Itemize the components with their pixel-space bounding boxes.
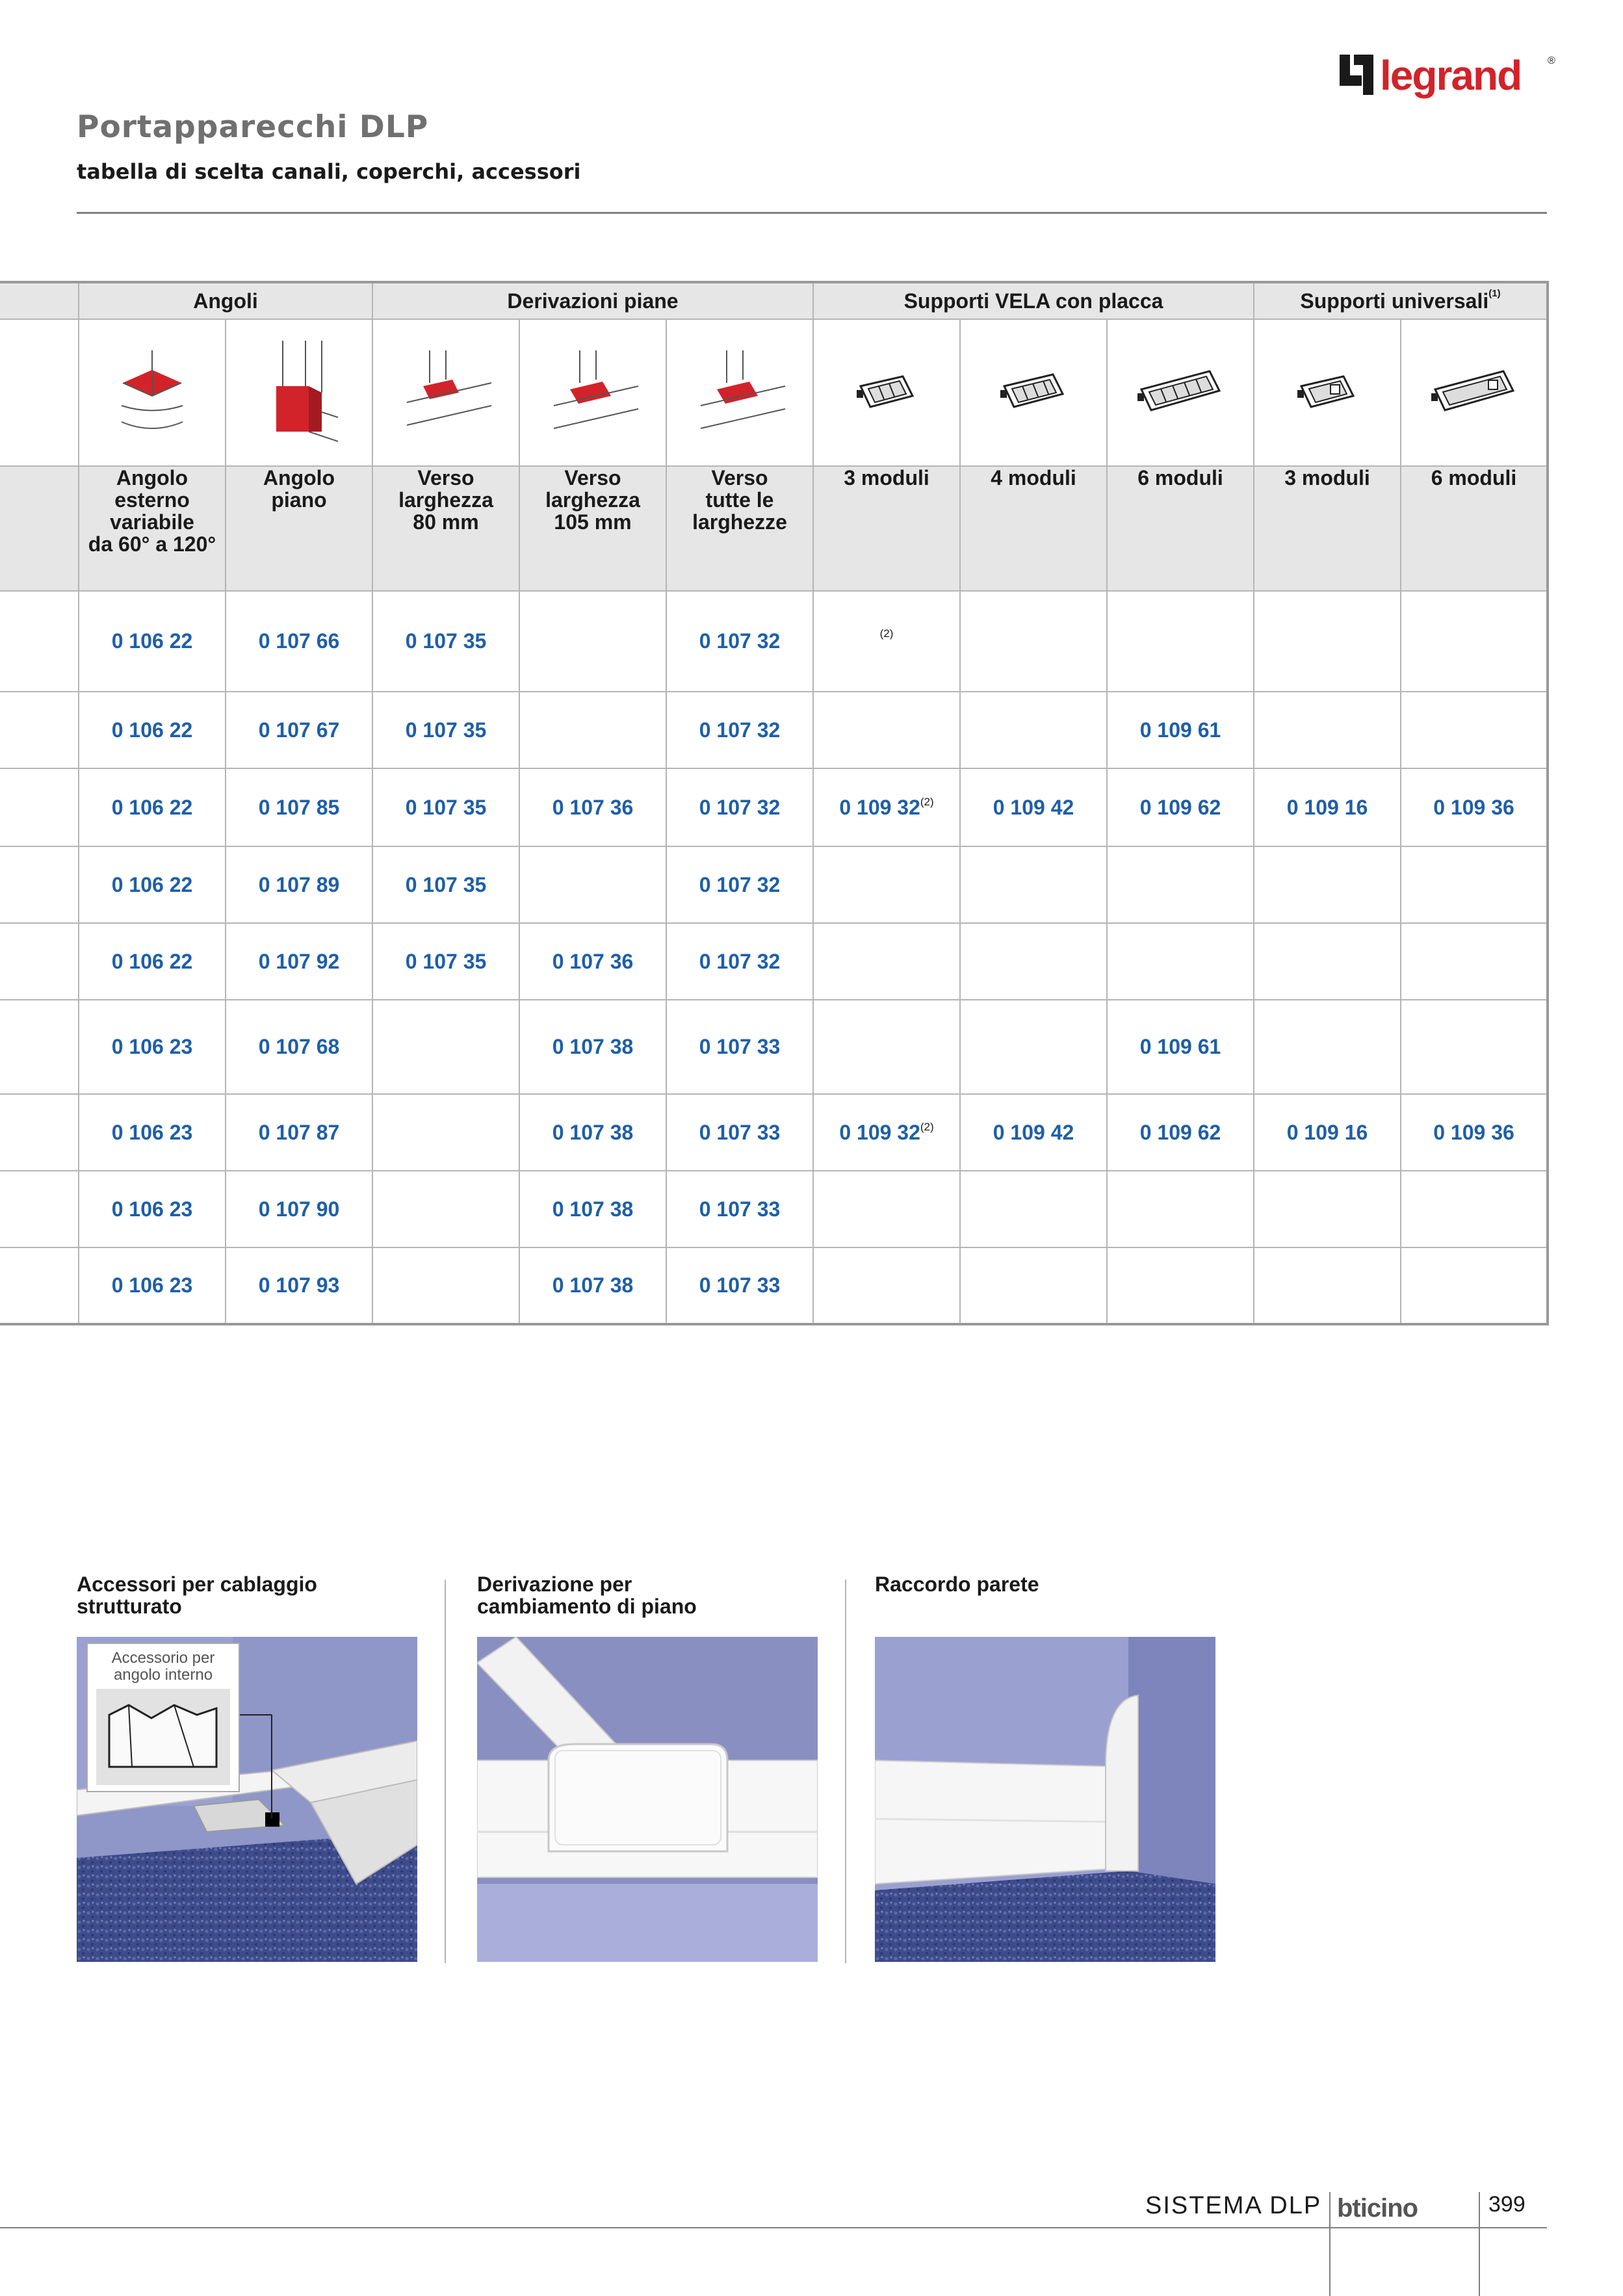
- product-code-cell: 0 107 32: [666, 768, 813, 846]
- group-header-angoli: Angoli: [79, 282, 372, 319]
- section-title-derivazione: Derivazione per cambiamento di piano: [477, 1572, 697, 1618]
- row-label-cell: [0, 1000, 79, 1094]
- image-cell: [1107, 319, 1254, 466]
- column-header: Verso larghezza 105 mm: [519, 466, 666, 591]
- flat-tee-80-icon: [394, 344, 498, 441]
- product-code-cell: [813, 591, 960, 692]
- column-header: 3 moduli: [1254, 466, 1401, 591]
- footer-divider: [1479, 2192, 1480, 2296]
- flat-tee-all-icon: [688, 344, 792, 441]
- product-code-cell: [813, 1171, 960, 1247]
- product-code-cell: [960, 923, 1107, 1000]
- vela-support-3-icon: [854, 367, 919, 419]
- product-code-cell: 0 107 87: [226, 1094, 372, 1171]
- product-code-cell: [1401, 1247, 1548, 1324]
- product-code-cell: 0 106 23: [79, 1171, 226, 1247]
- product-code-cell: 0 107 35: [372, 692, 519, 768]
- footnote-ref: (2): [920, 1120, 934, 1133]
- product-code-cell: 0 107 33: [666, 1171, 813, 1247]
- column-header: Angolo piano: [226, 466, 372, 591]
- product-code-cell: 0 107 36: [519, 768, 666, 846]
- product-code-cell: [1254, 1000, 1401, 1094]
- product-code-cell: 0 107 90: [226, 1171, 372, 1247]
- product-code-cell: 0 106 22: [79, 923, 226, 1000]
- product-code-cell: [960, 846, 1107, 923]
- table-row: [0, 1247, 1548, 1324]
- row-label-cell: [0, 923, 79, 1000]
- legrand-logo: [1336, 46, 1560, 107]
- product-code-cell: [1401, 1171, 1548, 1247]
- product-code-cell: [1254, 846, 1401, 923]
- product-code-cell: 0 109 42: [960, 1094, 1107, 1171]
- image-cell-blank: [0, 319, 79, 466]
- product-code-cell: 0 107 33: [666, 1000, 813, 1094]
- product-code-cell: 0 107 32: [666, 692, 813, 768]
- product-code-cell: 0 107 68: [226, 1000, 372, 1094]
- product-code-cell: 0 106 22: [79, 591, 226, 692]
- row-label-cell: [0, 1247, 79, 1324]
- product-code-cell: 0 109 16: [1254, 768, 1401, 846]
- title-divider: [77, 212, 1547, 214]
- variable-external-angle-icon: [116, 344, 188, 441]
- product-code-cell: [1254, 591, 1401, 692]
- section-divider: [445, 1580, 446, 1963]
- product-code-cell: [372, 1171, 519, 1247]
- table-row: [0, 768, 1548, 846]
- group-header-derivazioni: Derivazioni piane: [372, 282, 813, 319]
- column-header: 6 moduli: [1401, 466, 1548, 591]
- product-code-cell: [1401, 923, 1548, 1000]
- page-title: Portapparecchi DLP: [77, 109, 429, 145]
- product-code-cell: [960, 692, 1107, 768]
- product-code-cell: 0 109 61: [1107, 1000, 1254, 1094]
- product-code-cell: 0 109 36: [1401, 1094, 1548, 1171]
- photo-accessori-cablaggio: [77, 1637, 417, 1962]
- section-title-accessori: Accessori per cablaggio strutturato: [77, 1572, 317, 1618]
- group-header-supporti-universali: Supporti universali$^{(1)}$: [1254, 282, 1548, 319]
- page-number: 399: [1488, 2192, 1526, 2217]
- product-code-cell: 0 107 93: [226, 1247, 372, 1324]
- product-code-cell: 0 106 23: [79, 1000, 226, 1094]
- image-cell: [666, 319, 813, 466]
- column-header: Verso larghezza 80 mm: [372, 466, 519, 591]
- footer-divider: [1329, 2192, 1331, 2296]
- product-code-cell: 0 107 33: [666, 1247, 813, 1324]
- product-code-cell: 0 107 35: [372, 923, 519, 1000]
- product-code-cell: 0 106 22: [79, 692, 226, 768]
- product-code-cell: 0 107 38: [519, 1171, 666, 1247]
- column-header: Verso tutte le larghezze: [666, 466, 813, 591]
- section-divider: [845, 1580, 846, 1963]
- column-header: 6 moduli: [1107, 466, 1254, 591]
- column-header-blank: [0, 466, 79, 591]
- row-label-cell: [0, 591, 79, 692]
- product-code-cell: [1254, 1171, 1401, 1247]
- product-code-cell: 0 109 42: [960, 768, 1107, 846]
- row-label-cell: [0, 1094, 79, 1171]
- svg-text:bticino: bticino: [1337, 2194, 1418, 2222]
- product-code-cell: 0 107 38: [519, 1000, 666, 1094]
- table-row: [0, 846, 1548, 923]
- product-code-cell: [960, 1171, 1107, 1247]
- product-code-cell: 0 107 35: [372, 591, 519, 692]
- photo-derivazione-piano: [477, 1637, 818, 1962]
- page-subtitle: tabella di scelta canali, coperchi, accessori: [77, 159, 581, 184]
- product-code-cell: 0 107 92: [226, 923, 372, 1000]
- product-code-cell: 0 106 22: [79, 846, 226, 923]
- product-code-cell: 0 107 36: [519, 923, 666, 1000]
- product-code-cell: 0 109 61: [1107, 692, 1254, 768]
- product-code-cell: 0 109 36: [1401, 768, 1548, 846]
- inset-caption: angolo interno: [113, 1666, 213, 1684]
- product-code-cell: [1401, 692, 1548, 768]
- product-code-cell: 0 107 32: [666, 846, 813, 923]
- image-cell: [813, 319, 960, 466]
- footnote-ref: (2): [879, 627, 894, 640]
- row-label-cell: [0, 846, 79, 923]
- product-code-cell: 0 107 38: [519, 1247, 666, 1324]
- product-code-cell: 0 107 35: [372, 768, 519, 846]
- product-code-cell: [372, 1247, 519, 1324]
- product-code-cell: [1401, 846, 1548, 923]
- column-header: 4 moduli: [960, 466, 1107, 591]
- vela-support-6-icon: [1135, 363, 1226, 422]
- footer-rule: [0, 2227, 1547, 2228]
- product-code-cell: 0 109 16: [1254, 1094, 1401, 1171]
- product-code-cell: [813, 846, 960, 923]
- photo-raccordo-parete: [875, 1637, 1215, 1962]
- footer-system-name: SISTEMA DLP: [1145, 2192, 1322, 2219]
- product-code-cell: [1401, 591, 1548, 692]
- product-code-cell: 0 107 85: [226, 768, 372, 846]
- image-cell: [960, 319, 1107, 466]
- product-code-cell: [813, 923, 960, 1000]
- table-row: [0, 692, 1548, 768]
- universal-support-6-icon: [1429, 363, 1520, 422]
- image-cell: [79, 319, 226, 466]
- row-label-cell: [0, 768, 79, 846]
- vela-support-4-icon: [998, 367, 1069, 419]
- row-label-cell: [0, 1171, 79, 1247]
- product-code-cell: 0 107 38: [519, 1094, 666, 1171]
- product-code-cell: [372, 1094, 519, 1171]
- product-code-cell: [372, 1000, 519, 1094]
- product-code-cell: [1254, 692, 1401, 768]
- product-code-cell: [960, 1000, 1107, 1094]
- image-cell: [1254, 319, 1401, 466]
- product-code-cell: [813, 1000, 960, 1094]
- table-row: [0, 1000, 1548, 1094]
- product-code-cell: [1107, 1171, 1254, 1247]
- table-row: [0, 1171, 1548, 1247]
- product-code-cell: 0 107 67: [226, 692, 372, 768]
- product-code-cell: [813, 1247, 960, 1324]
- product-code-cell: [519, 591, 666, 692]
- footnote-ref: (2): [920, 795, 934, 808]
- product-code-cell: [1254, 1247, 1401, 1324]
- product-code-cell: [519, 692, 666, 768]
- product-code-cell: 0 106 22: [79, 768, 226, 846]
- product-code-cell: 0 107 89: [226, 846, 372, 923]
- product-code-cell: 0 109 62: [1107, 768, 1254, 846]
- product-code-cell: 0 109 32$^{(2)}$: [813, 1094, 960, 1171]
- row-label-cell: [0, 692, 79, 768]
- svg-text:®: ®: [1548, 55, 1555, 66]
- bticino-logo: [1336, 2192, 1466, 2222]
- flat-angle-icon: [257, 334, 341, 451]
- product-code-cell: 0 109 62: [1107, 1094, 1254, 1171]
- product-code-cell: [1107, 846, 1254, 923]
- image-cell: [226, 319, 372, 466]
- product-code-cell: [813, 692, 960, 768]
- image-cell: [1401, 319, 1548, 466]
- table-row: [0, 591, 1548, 692]
- product-code-cell: [1107, 1247, 1254, 1324]
- product-code-cell: 0 109 32$^{(2)}$: [813, 768, 960, 846]
- universal-support-3-icon: [1295, 367, 1360, 419]
- group-header-supporti-vela: Supporti VELA con placca: [813, 282, 1254, 319]
- product-code-cell: 0 107 33: [666, 1094, 813, 1171]
- product-code-cell: [960, 591, 1107, 692]
- product-code-cell: [1254, 923, 1401, 1000]
- product-code-cell: [960, 1247, 1107, 1324]
- svg-text:legrand: legrand: [1380, 52, 1522, 99]
- inset-caption: Accessorio per: [111, 1649, 215, 1667]
- column-header: 3 moduli: [813, 466, 960, 591]
- table-row: [0, 923, 1548, 1000]
- product-code-cell: 0 107 32: [666, 591, 813, 692]
- product-code-cell: 0 107 35: [372, 846, 519, 923]
- group-header-blank: [0, 282, 79, 319]
- image-cell: [372, 319, 519, 466]
- product-code-cell: [1107, 923, 1254, 1000]
- table-row: [0, 1094, 1548, 1171]
- product-code-cell: 0 106 23: [79, 1094, 226, 1171]
- selection-table: [0, 281, 1549, 1325]
- flat-tee-105-icon: [541, 344, 645, 441]
- image-cell: [519, 319, 666, 466]
- product-code-cell: 0 106 23: [79, 1247, 226, 1324]
- column-header: Angolo esterno variabile da 60° a 120°: [79, 466, 226, 591]
- product-code-cell: [519, 846, 666, 923]
- product-code-cell: 0 107 66: [226, 591, 372, 692]
- section-title-raccordo: Raccordo parete: [875, 1572, 1039, 1596]
- product-code-cell: [1107, 591, 1254, 692]
- product-code-cell: 0 107 32: [666, 923, 813, 1000]
- product-code-cell: [1401, 1000, 1548, 1094]
